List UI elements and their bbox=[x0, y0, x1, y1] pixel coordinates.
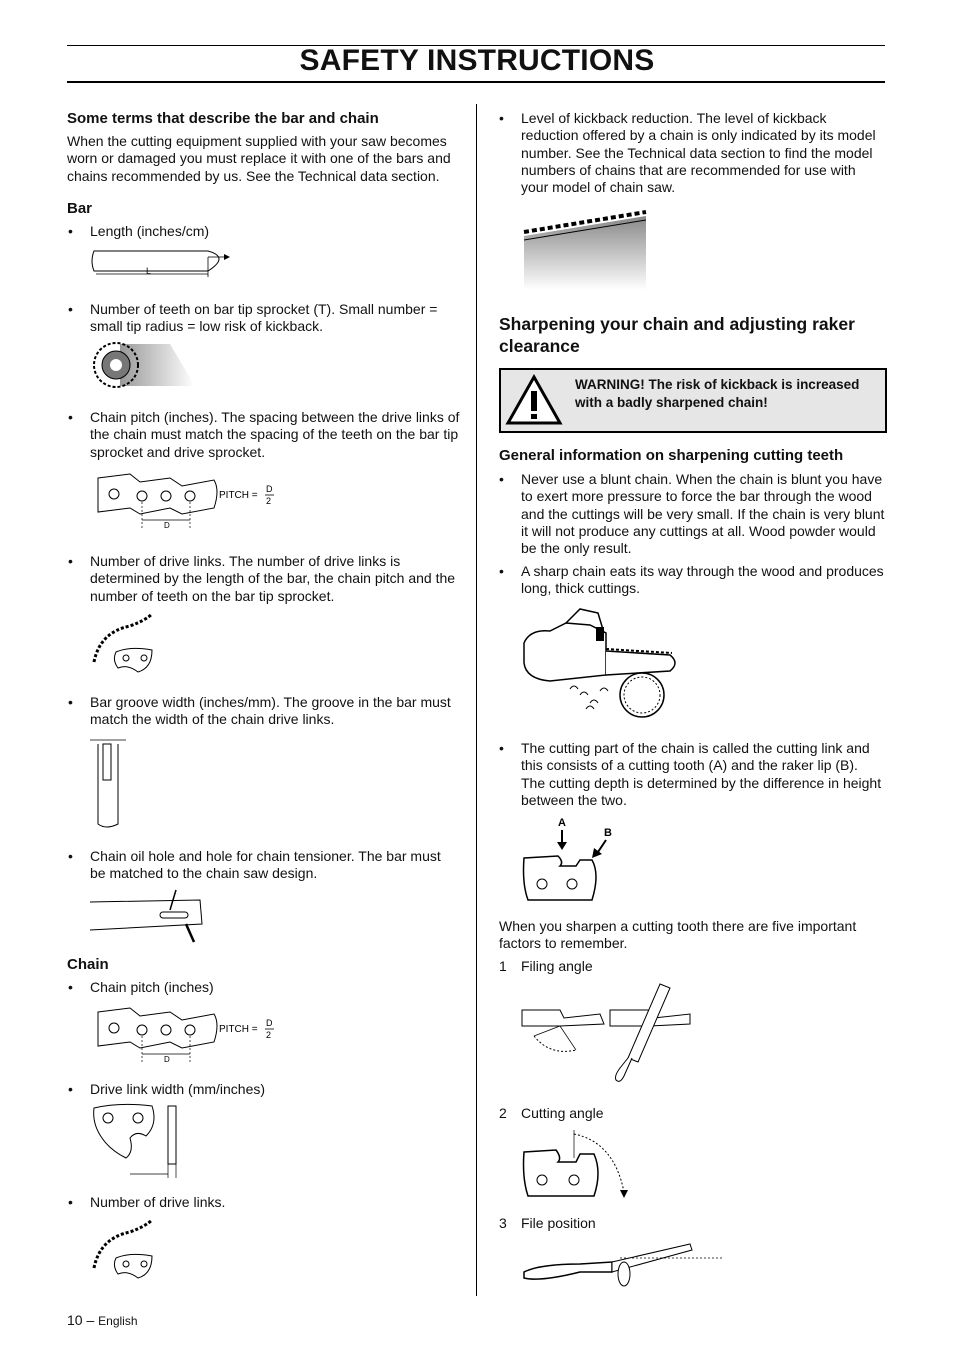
label-a: A bbox=[558, 817, 566, 829]
factor-1-label: Filing angle bbox=[521, 958, 593, 974]
drive-links-figure-1 bbox=[90, 612, 160, 674]
chainsaw-cutting-figure bbox=[520, 603, 680, 721]
factor-2-number: 2 bbox=[499, 1105, 507, 1121]
pitch-denominator-2: 2 bbox=[266, 1030, 272, 1040]
pitch-numerator-2: D bbox=[266, 1018, 273, 1028]
bar-item-sprocket: • Number of teeth on bar tip sprocket (T). Small number = small tip radius = low risk of kickback. bbox=[90, 301, 460, 336]
kickback-item: • Level of kickback reduction. The level of kickback reduction offered by a chain is only indicated by its model number. See the Technical data section to find the model numbers of chains that are recommended for use with your model of chain saw. bbox=[521, 110, 885, 196]
cutting-link-item: • The cutting part of the chain is called the cutting link and this consists of a cutting tooth (A) and the raker lip (B). The cutting depth is determined by the difference in height between the two. bbox=[521, 740, 885, 809]
kickback-chain-figure bbox=[522, 202, 648, 292]
chain-pitch-figure-2 bbox=[90, 1002, 290, 1068]
factor-2-label: Cutting angle bbox=[521, 1105, 604, 1121]
bar-item-oil-hole: • Chain oil hole and hole for chain tensioner. The bar must be matched to the chain saw design. bbox=[90, 848, 460, 883]
header-bottom-rule bbox=[67, 81, 885, 83]
cutting-angle-figure bbox=[520, 1128, 630, 1200]
column-divider bbox=[476, 104, 477, 1296]
factor-1-number: 1 bbox=[499, 958, 507, 974]
factor-3-label: File position bbox=[521, 1215, 596, 1231]
general-item-blunt: • Never use a blunt chain. When the chain is blunt you have to exert more pressure to force the bar through the wood and the cuttings will be very small. If the chain is very blunt it will not produce any cuttings at all. Wood powder would be the only result. bbox=[521, 471, 885, 557]
terms-paragraph: When the cutting equipment supplied with your saw becomes worn or damaged you must replace it with one of the bars and chains recommended by us. See the Technical data section. bbox=[67, 133, 451, 184]
pitch-denominator: 2 bbox=[266, 496, 272, 506]
warning-box bbox=[499, 368, 887, 433]
page-title: SAFETY INSTRUCTIONS bbox=[299, 44, 655, 77]
oil-hole-figure bbox=[90, 890, 210, 946]
bar-tip-sprocket-figure bbox=[90, 340, 200, 390]
file-position-figure bbox=[520, 1238, 725, 1290]
cutting-tooth-raker-figure bbox=[520, 814, 620, 904]
chain-item-drive-links: • Number of drive links. bbox=[90, 1194, 460, 1211]
bar-item-pitch: • Chain pitch (inches). The spacing between the drive links of the chain must match the spacing of the teeth on the bar tip sprocket and drive sprocket. bbox=[90, 409, 460, 461]
page-number: 10 – bbox=[67, 1312, 95, 1328]
chain-item-pitch: • Chain pitch (inches) bbox=[90, 979, 460, 996]
bar-item-drive-links: • Number of drive links. The number of drive links is determined by the length of the bar, the chain pitch and the number of teeth on the bar tip sprocket. bbox=[90, 553, 460, 605]
bar-heading: Bar bbox=[67, 200, 93, 217]
warning-text: WARNING! The risk of kickback is increased with a badly sharpened chain! bbox=[575, 377, 860, 410]
filing-angle-figure bbox=[520, 980, 695, 1090]
chain-heading: Chain bbox=[67, 956, 109, 973]
label-b: B bbox=[604, 827, 612, 839]
pitch-formula-label-2: PITCH = bbox=[219, 1024, 258, 1035]
pitch-formula-label: PITCH = bbox=[219, 490, 258, 501]
terms-heading: Some terms that describe the bar and chain bbox=[67, 110, 379, 127]
footer-language: English bbox=[98, 1314, 138, 1328]
page-footer bbox=[67, 1312, 138, 1328]
warning-triangle-icon bbox=[506, 375, 562, 425]
pitch-numerator: D bbox=[266, 484, 273, 494]
bar-groove-figure bbox=[90, 736, 130, 830]
bar-length-figure bbox=[90, 243, 235, 283]
factor-3-number: 3 bbox=[499, 1215, 507, 1231]
pitch-d-label: D bbox=[164, 521, 170, 530]
length-label: L bbox=[146, 266, 152, 276]
general-item-sharp: • A sharp chain eats its way through the wood and produces long, thick cuttings. bbox=[521, 563, 885, 598]
bar-item-length: • Length (inches/cm) bbox=[90, 223, 460, 240]
pitch-d-label-2: D bbox=[164, 1055, 170, 1064]
chain-pitch-figure-1 bbox=[90, 468, 290, 534]
bar-item-groove: • Bar groove width (inches/mm). The groove in the bar must match the width of the chain drive links. bbox=[90, 694, 460, 729]
general-heading: General information on sharpening cutting teeth bbox=[499, 447, 844, 464]
drive-links-figure-2 bbox=[90, 1218, 160, 1280]
drive-link-width-figure bbox=[90, 1102, 200, 1182]
chain-item-link-width: • Drive link width (mm/inches) bbox=[90, 1081, 460, 1098]
factors-intro: When you sharpen a cutting tooth there are five important factors to remember. bbox=[499, 918, 857, 952]
sharpen-heading: Sharpening your chain and adjusting raker clearance bbox=[499, 314, 855, 356]
